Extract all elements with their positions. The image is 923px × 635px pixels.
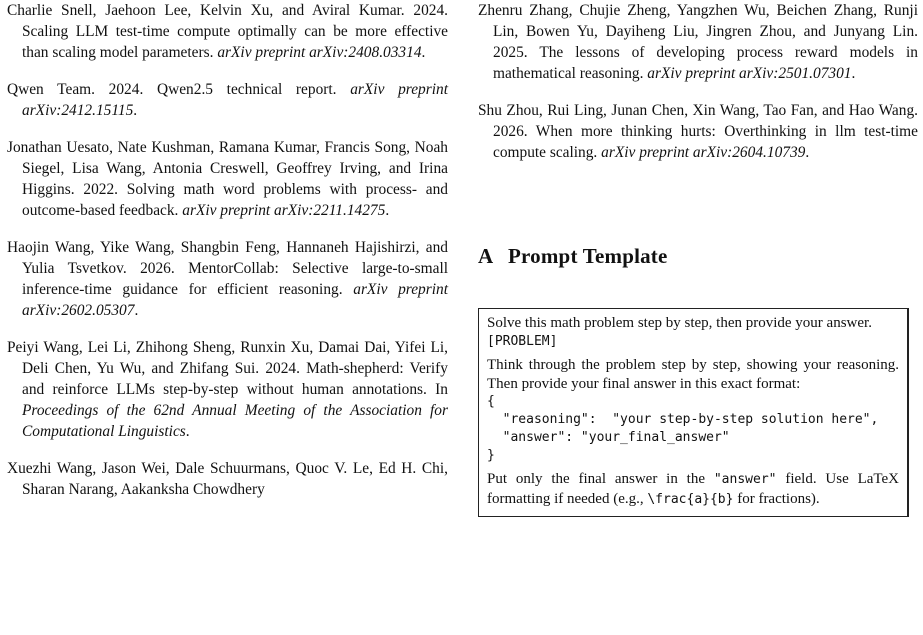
reference-venue: arXiv preprint arXiv:2501.07301 bbox=[647, 65, 852, 82]
reference-entry: Qwen Team. 2024. Qwen2.5 technical report. arXiv preprint arXiv:2412.15115. bbox=[7, 81, 448, 119]
reference-authors: Qwen Team. 2024. Qwen2.5 technical report. bbox=[7, 81, 337, 98]
prompt-format-instruction: Think through the problem step by step, showing your reasoning. Then provide your final answer in this exact format: bbox=[487, 357, 899, 392]
reference-authors: Xuezhi Wang, Jason Wei, Dale Schuurmans, Quoc V. Le, Ed H. Chi, Sharan Narang, Aakanksha Chowdhery bbox=[7, 460, 448, 498]
reference-venue: arXiv preprint arXiv:2602.05307 bbox=[22, 281, 448, 319]
json-close-brace: } bbox=[487, 448, 495, 464]
reference-entry bbox=[7, 458, 448, 500]
json-open-brace: { bbox=[487, 394, 495, 410]
section-title: Prompt Template bbox=[508, 244, 668, 268]
json-answer-line: "answer": "your_final_answer" bbox=[487, 430, 730, 446]
reference-authors: Haojin Wang, Yike Wang, Shangbin Feng, Hannaneh Hajishirzi, and Yulia Tsvetkov. 2026. MentorCollab: Selective large-to-small inference-time guidance for efficient reasoning. bbox=[7, 239, 448, 298]
reference-authors: Zhenru Zhang, Chujie Zheng, Yangzhen Wu, Beichen Zhang, Runji Lin, Bowen Yu, Dayiheng Liu, Jingren Zhou, and Junyang Lin. 2025. The lessons of developing process reward models in mathematical reasoning. bbox=[478, 2, 918, 82]
reference-entry: Charlie Snell, Jaehoon Lee, Kelvin Xu, and Aviral Kumar. 2024. Scaling LLM test-time compute optimally can be more effective than scaling model parameters. arXiv preprint arXiv:2408.03314. bbox=[7, 2, 448, 61]
reference-venue: arXiv preprint arXiv:2408.03314 bbox=[217, 44, 422, 61]
prompt-answer-instruction: Put only the final answer in the "answer" field. Use LaTeX formatting if needed (e.g., \frac{a}{b} for fractions). bbox=[487, 471, 900, 507]
section-heading bbox=[478, 244, 668, 269]
reference-venue: arXiv preprint arXiv:2604.10739 bbox=[601, 144, 806, 161]
prompt-instruction: Solve this math problem step by step, then provide your answer. bbox=[487, 315, 872, 331]
right-column bbox=[478, 0, 918, 635]
reference-venue: arXiv preprint arXiv:2211.14275 bbox=[182, 202, 386, 219]
left-column bbox=[7, 0, 448, 516]
answer-field-code: "answer" bbox=[713, 472, 777, 488]
json-reasoning-line: "reasoning": "your step-by-step solution here", bbox=[487, 412, 879, 428]
prompt-template-box bbox=[478, 308, 909, 517]
reference-authors: Peiyi Wang, Lei Li, Zhihong Sheng, Runxin Xu, Damai Dai, Yifei Li, Deli Chen, Yu Wu, and Zhifang Sui. 2024. Math-shepherd: Verify and reinforce LLMs step-by-step without human annotations. In bbox=[7, 339, 448, 398]
reference-entry: Haojin Wang, Yike Wang, Shangbin Feng, Hannaneh Hajishirzi, and Yulia Tsvetkov. 2026. MentorCollab: Selective large-to-small inference-time guidance for efficient reasoning. arXiv preprint arXiv:2602.05307. bbox=[7, 239, 448, 319]
problem-placeholder: [PROBLEM] bbox=[487, 333, 558, 349]
section-number: A bbox=[478, 244, 494, 268]
reference-authors: Shu Zhou, Rui Ling, Junan Chen, Xin Wang, Tao Fan, and Hao Wang. 2026. When more thinking hurts: Overthinking in llm test-time compute scaling. bbox=[478, 102, 918, 161]
reference-entry: Zhenru Zhang, Chujie Zheng, Yangzhen Wu, Beichen Zhang, Runji Lin, Bowen Yu, Dayiheng Liu, Jingren Zhou, and Junyang Lin. 2025. The lessons of developing process reward models in mathematical reasoning. arXiv preprint arXiv:2501.07301. bbox=[478, 2, 918, 82]
reference-entry: Jonathan Uesato, Nate Kushman, Ramana Kumar, Francis Song, Noah Siegel, Lisa Wang, Antonia Creswell, Geoffrey Irving, and Irina Higgins. 2022. Solving math word problems with process- and outcome-based feedback. arXiv preprint arXiv:2211.14275. bbox=[7, 139, 448, 219]
reference-authors: Charlie Snell, Jaehoon Lee, Kelvin Xu, and Aviral Kumar. 2024. Scaling LLM test-time compute optimally can be more effective than scaling model parameters. bbox=[7, 2, 448, 61]
reference-authors: Jonathan Uesato, Nate Kushman, Ramana Kumar, Francis Song, Noah Siegel, Lisa Wang, Antonia Creswell, Geoffrey Irving, and Irina Higgins. 2022. Solving math word problems with process- and outcome-based feedback. bbox=[7, 139, 448, 219]
latex-frac-code: \frac{a}{b} bbox=[647, 491, 734, 507]
reference-entry: Shu Zhou, Rui Ling, Junan Chen, Xin Wang, Tao Fan, and Hao Wang. 2026. When more thinking hurts: Overthinking in llm test-time compute scaling. arXiv preprint arXiv:2604.10739. bbox=[478, 102, 918, 161]
reference-venue: arXiv preprint arXiv:2412.15115 bbox=[22, 81, 448, 119]
reference-venue: Proceedings of the 62nd Annual Meeting of the Association for Computational Linguistics bbox=[22, 402, 448, 440]
reference-entry: Peiyi Wang, Lei Li, Zhihong Sheng, Runxin Xu, Damai Dai, Yifei Li, Deli Chen, Yu Wu, and Zhifang Sui. 2024. Math-shepherd: Verify and reinforce LLMs step-by-step without human annotations. In Proceedings of the 62nd Annual Meeting of the Association for Computational Linguistics. bbox=[7, 339, 448, 440]
